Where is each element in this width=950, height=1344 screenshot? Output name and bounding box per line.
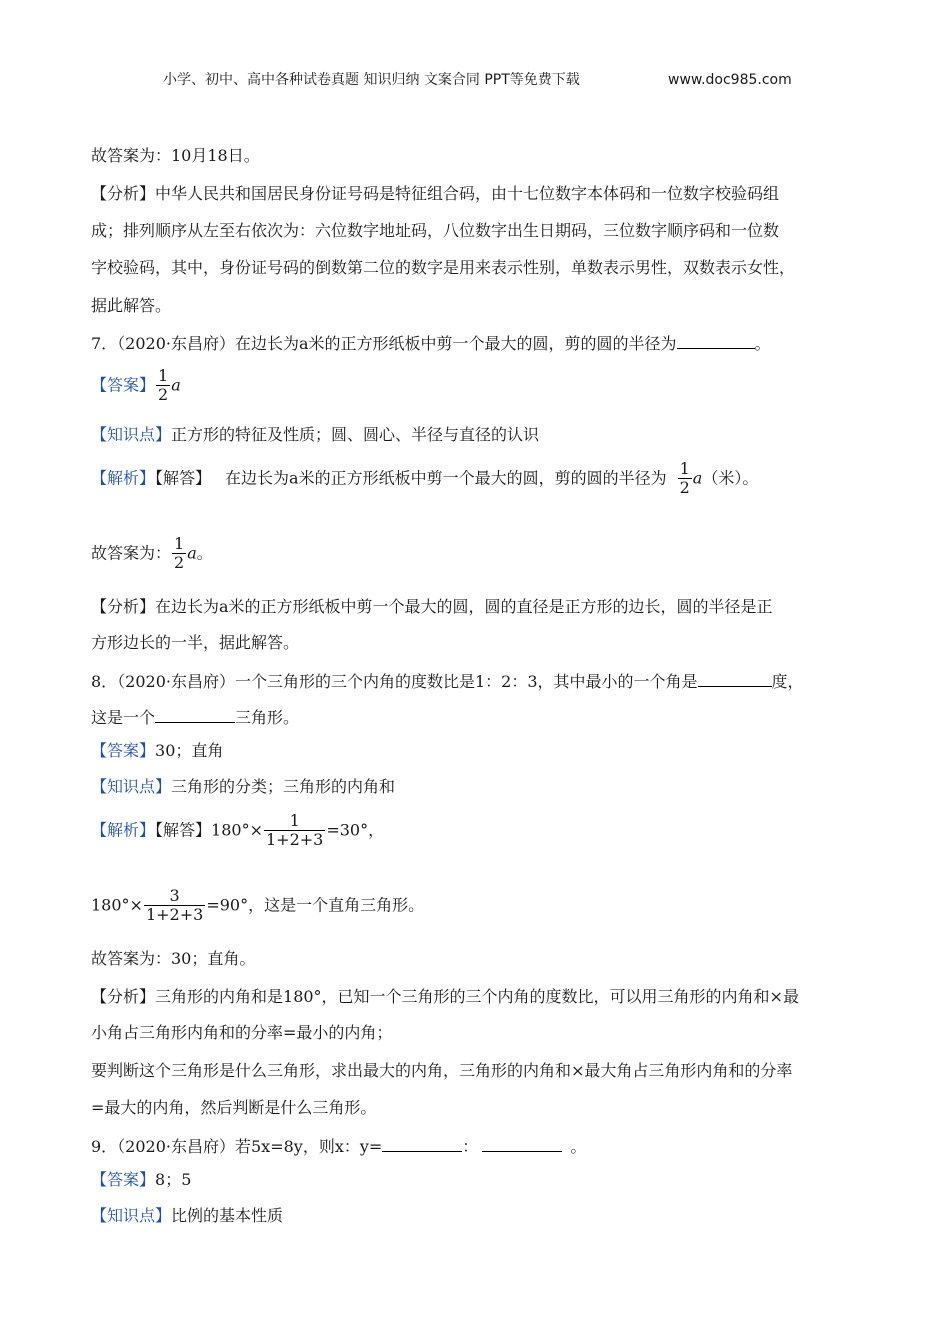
- jiexi-tag: 【解析】: [91, 820, 156, 840]
- q8-calc2-fraction: $\frac{3}{1+2+3}$: [145, 886, 204, 924]
- q8-analysis-line4: =最大的内角，然后判断是什么三角形。: [91, 1098, 377, 1117]
- prev-analysis-line3: 字校验码，其中，身份证号码的倒数第二位的数字是用来表示性别，单数表示男性，双数表示女性，: [91, 258, 796, 277]
- answer-tag: 【答案】: [91, 741, 156, 760]
- q7-answer-blank: [677, 332, 755, 349]
- page-header-url[interactable]: www.doc985.com: [668, 72, 792, 88]
- q7-answer: 【答案】 $\frac{1}{2}$ a: [91, 366, 181, 404]
- q7-analysis-line1: 【分析】在边长为a米的正方形纸板中剪一个最大的圆，圆的直径是正方形的边长，圆的半径是正: [91, 597, 773, 616]
- jieda-tag: 【解答】: [155, 468, 212, 488]
- q8-answer: 【答案】30；直角: [91, 741, 224, 760]
- q8-analysis-line3: 要判断这个三角形是什么三角形，求出最大的内角，三角形的内角和×最大角占三角形内角和的分率: [91, 1061, 793, 1080]
- jieda-tag: 【解答】: [155, 820, 212, 840]
- prev-analysis-line1: 【分析】中华人民共和国居民身份证号码是特征组合码，由十七位数字本体码和一位数字校验码组: [91, 184, 780, 203]
- q8-solution-line2: 180°× $\frac{3}{1+2+3}$ =90°，这是一个直角三角形。: [91, 886, 425, 924]
- q7-solution-fraction: $\frac{1}{2}$: [679, 459, 690, 497]
- q7-knowledge: 【知识点】正方形的特征及性质；圆、圆心、半径与直径的认识: [91, 425, 540, 444]
- q7-conclusion-fraction: $\frac{1}{2}$: [174, 534, 185, 572]
- q8-blank-1: [698, 670, 772, 687]
- q8-calc1-fraction: $\frac{1}{1+2+3}$: [265, 811, 324, 849]
- prev-analysis-line4: 据此解答。: [91, 296, 172, 315]
- q7-stem: 7．（2020·东昌府）在边长为a米的正方形纸板中剪一个最大的圆，剪的圆的半径为 。: [91, 334, 771, 353]
- knowledge-tag: 【知识点】: [91, 1206, 172, 1225]
- q8-analysis-line1: 【分析】三角形的内角和是180°，已知一个三角形的三个内角的度数比，可以用三角形的内角和×最: [91, 987, 799, 1006]
- page-header-text: 小学、初中、高中各种试卷真题 知识归纳 文案合同 PPT等免费下载: [163, 72, 580, 88]
- q8-analysis-line2: 小角占三角形内角和的分率=最小的内角；: [91, 1023, 393, 1042]
- q8-stem-line1: 8．（2020·东昌府）一个三角形的三个内角的度数比是1：2：3，其中最小的一个角是 度，: [91, 672, 804, 691]
- q8-blank-2: [155, 706, 235, 723]
- q9-knowledge: 【知识点】比例的基本性质: [91, 1206, 284, 1225]
- q7-answer-fraction: $\frac{1}{2}$: [158, 366, 169, 404]
- answer-tag: 【答案】: [91, 1170, 156, 1189]
- knowledge-tag: 【知识点】: [91, 425, 172, 444]
- q8-stem-line2: 这是一个 三角形。: [91, 708, 300, 727]
- answer-tag: 【答案】: [91, 375, 156, 395]
- q8-conclusion: 故答案为：30；直角。: [91, 949, 256, 968]
- q9-stem: 9．（2020·东昌府）若5x=8y，则x：y= ： 。: [91, 1137, 587, 1156]
- q7-solution: 【解析】【解答】 在边长为a米的正方形纸板中剪一个最大的圆，剪的圆的半径为 $\frac{1}{2}$ a（米）。: [91, 459, 759, 497]
- q9-answer: 【答案】8；5: [91, 1170, 192, 1189]
- knowledge-tag: 【知识点】: [91, 777, 172, 796]
- prev-analysis-line2: 成；排列顺序从左至右依次为：六位数字地址码，八位数字出生日期码，三位数字顺序码和一位数: [91, 221, 780, 240]
- analysis-tag: 【分析】: [91, 184, 156, 203]
- q9-blank-1: [382, 1135, 462, 1152]
- q8-knowledge: 【知识点】三角形的分类；三角形的内角和: [91, 777, 396, 796]
- q9-blank-2: [482, 1135, 562, 1152]
- analysis-tag: 【分析】: [91, 597, 156, 616]
- q8-solution-line1: 【解析】【解答】180°× $\frac{1}{1+2+3}$ =30°，: [91, 811, 385, 849]
- q7-analysis-line2: 方形边长的一半，据此解答。: [91, 633, 300, 652]
- prev-conclusion: 故答案为：10月18日。: [91, 146, 260, 165]
- q7-conclusion: 故答案为： $\frac{1}{2}$ a。: [91, 534, 213, 572]
- analysis-tag: 【分析】: [91, 987, 156, 1006]
- jiexi-tag: 【解析】: [91, 468, 156, 488]
